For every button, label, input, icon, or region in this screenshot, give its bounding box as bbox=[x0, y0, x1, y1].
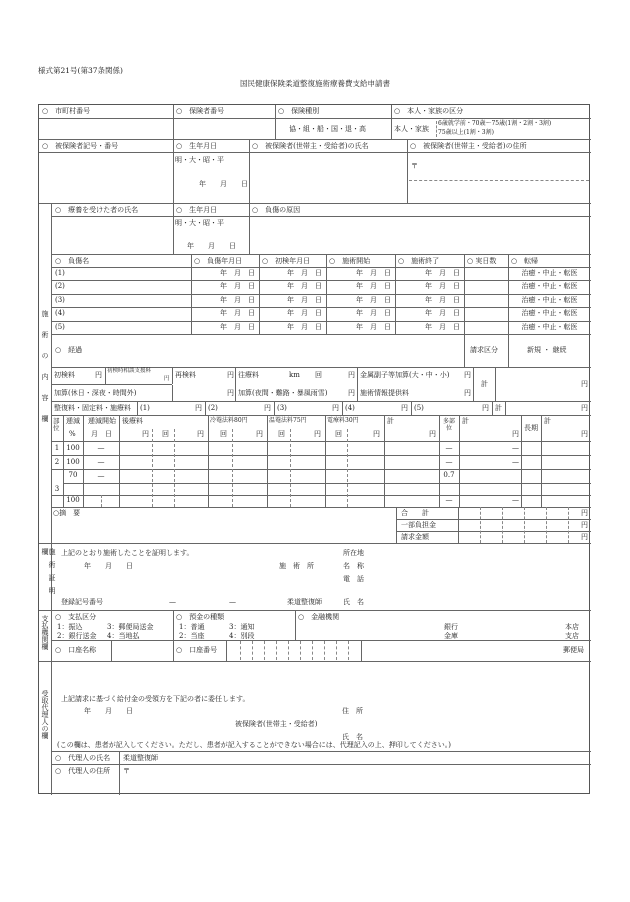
bank-label: 銀行 bbox=[444, 623, 458, 631]
deposit-option-special[interactable]: 4：別段 bbox=[229, 632, 255, 640]
side-label-proxy: 受取代理人の欄 bbox=[41, 690, 49, 739]
treatment-start-header: ○ 施術開始 bbox=[329, 257, 371, 265]
injury-date-cell[interactable]: 年 月 日 bbox=[287, 296, 322, 304]
injury-date-cell[interactable]: 年 月 日 bbox=[220, 282, 255, 290]
injury-date-cell[interactable]: 年 月 日 bbox=[425, 282, 460, 290]
treatment-item-yen: 円 bbox=[195, 404, 202, 412]
injury-date-cell[interactable]: 年 月 日 bbox=[356, 309, 391, 317]
age-category-2[interactable]: 75歳以上(1割・3割) bbox=[438, 129, 494, 136]
holiday-addition-label: 加算(休日・深夜・時間外) bbox=[54, 389, 137, 397]
injury-outcome[interactable]: 治癒・中止・転医 bbox=[521, 309, 578, 317]
part-header: 部位 bbox=[53, 417, 60, 432]
form-title: 国民健康保険柔道整復施術療養費支給申請書 bbox=[240, 79, 390, 88]
initial-consult-yen: 円 bbox=[164, 376, 170, 382]
decrease-start-dash: — bbox=[97, 472, 105, 480]
insured-ymd[interactable]: 年 月 日 bbox=[199, 180, 248, 188]
form-code: 様式第21号(第37条関係) bbox=[38, 66, 123, 75]
actual-days-header: ○ 実日数 bbox=[467, 257, 497, 265]
proxy-note: (この欄は、患者が記入してください。ただし、患者が記入することができない場合には、代理記入の上、押印してください。) bbox=[57, 741, 451, 749]
decrease-rate: 100 bbox=[66, 496, 80, 504]
certification-statement: 上記のとおり施術したことを証明します。 bbox=[61, 549, 194, 557]
multi-part-header: 多部位 bbox=[442, 418, 455, 432]
proxy-statement: 上記請求に基づく給付金の受領方を下記の者に委任します。 bbox=[61, 695, 250, 703]
treatment-item-yen: 円 bbox=[264, 404, 271, 412]
part-number: 1 bbox=[54, 444, 60, 452]
outcome-header: ○ 転帰 bbox=[511, 257, 539, 265]
initial-fee-label: 初検料 bbox=[54, 371, 75, 379]
electric-yen: 円 bbox=[373, 430, 380, 438]
injury-row-no: (4) bbox=[55, 309, 65, 317]
insured-era[interactable]: 明・大・昭・平 bbox=[175, 156, 224, 164]
side-label-treatment-content: 施術の内容欄 bbox=[41, 310, 49, 436]
proxy-address-label: 住 所 bbox=[342, 707, 363, 715]
copay-label: 一部負担金 bbox=[401, 521, 436, 529]
visit-fee-label: 往療料 bbox=[238, 371, 259, 379]
aftercare-times: 回 bbox=[162, 430, 169, 438]
injury-outcome[interactable]: 治癒・中止・転医 bbox=[521, 269, 578, 277]
insured-address-label: ○ 被保険者(世帯主・受給者)の住所 bbox=[410, 142, 527, 150]
injury-date-cell[interactable]: 年 月 日 bbox=[356, 296, 391, 304]
subtotal-yen: 円 bbox=[429, 430, 436, 438]
electric-times: 回 bbox=[335, 430, 342, 438]
patient-era[interactable]: 明・大・昭・平 bbox=[175, 219, 224, 227]
visit-yen: 円 bbox=[348, 371, 355, 379]
electric-header: 電療料30円 bbox=[327, 417, 359, 424]
injury-row-no: (3) bbox=[55, 296, 65, 304]
info-fee-yen: 円 bbox=[464, 389, 471, 397]
injury-row-no: (2) bbox=[55, 282, 65, 290]
treatment-item: (4) bbox=[345, 404, 355, 412]
clinic-label: 施 術 所 bbox=[279, 562, 314, 570]
treatment-item-yen: 円 bbox=[332, 404, 339, 412]
multi-total-dash: — bbox=[512, 496, 519, 504]
injury-date-cell[interactable]: 年 月 日 bbox=[356, 282, 391, 290]
cold-yen: 円 bbox=[256, 430, 263, 438]
deposit-option-current[interactable]: 2：当座 bbox=[179, 632, 205, 640]
visit-km: km bbox=[289, 371, 300, 379]
first-visit-header: ○ 初検年月日 bbox=[262, 257, 311, 265]
injury-date-cell[interactable]: 年 月 日 bbox=[220, 309, 255, 317]
municipality-no-label: ○ 市町村番号 bbox=[42, 107, 91, 115]
payment-option-postal-remit[interactable]: 3：郵便局送金 bbox=[107, 623, 154, 631]
practitioner-name-label: 氏 名 bbox=[343, 598, 364, 606]
metal-splint-yen: 円 bbox=[464, 371, 471, 379]
treatment-item: (3) bbox=[277, 404, 287, 412]
multi-part-value: — bbox=[445, 458, 453, 466]
agent-name-value[interactable]: 柔道整復師 bbox=[123, 754, 158, 762]
clinic-name-label: 名 称 bbox=[343, 562, 364, 570]
shinkin-label: 金庫 bbox=[444, 632, 458, 640]
long-total-header: 計 bbox=[544, 417, 551, 425]
injury-date-cell[interactable]: 年 月 日 bbox=[425, 296, 460, 304]
deposit-type-label: ○ 預金の種類 bbox=[176, 613, 225, 621]
branch-label: 支店 bbox=[565, 632, 579, 640]
part-number: 2 bbox=[54, 458, 60, 466]
injury-date-cell[interactable]: 年 月 日 bbox=[287, 323, 322, 331]
insurance-type-label: ○ 保険種別 bbox=[278, 107, 320, 115]
copay-yen: 円 bbox=[581, 521, 588, 529]
decrease-start-dash: — bbox=[97, 444, 105, 452]
injury-row-no: (1) bbox=[55, 269, 65, 277]
night-addition-label: 加算(夜間・難路・暴風雨雪) bbox=[238, 389, 328, 397]
postal-mark-icon: 〒 bbox=[411, 162, 418, 170]
cold-times: 回 bbox=[220, 430, 227, 438]
remarks-label: ○摘 要 bbox=[53, 509, 81, 517]
warm-header: 温罨法料75円 bbox=[269, 417, 307, 424]
age-category-1[interactable]: 6歳就学前・70歳〜75歳(1割・2割・3割) bbox=[438, 120, 552, 127]
payment-option-local[interactable]: 4：当地払 bbox=[107, 632, 140, 640]
payment-method-label: ○ 支払区分 bbox=[55, 613, 97, 621]
payment-option-transfer[interactable]: 1：振込 bbox=[57, 623, 83, 631]
insurance-type-options[interactable]: 協・組・船・国・退・高 bbox=[289, 125, 366, 133]
multi-part-value: 0.7 bbox=[443, 471, 455, 479]
injury-date-cell[interactable]: 年 月 日 bbox=[287, 282, 322, 290]
warm-yen: 円 bbox=[314, 430, 321, 438]
proxy-insured-label: 被保険者(世帯主・受給者) bbox=[235, 720, 318, 728]
claim-type-value[interactable]: 新規 ・ 継続 bbox=[527, 346, 567, 354]
grand-total-label: 合 計 bbox=[401, 509, 429, 517]
injury-name-header: ○ 負傷名 bbox=[55, 257, 90, 265]
re-exam-label: 再検料 bbox=[175, 371, 196, 379]
injury-outcome[interactable]: 治癒・中止・転医 bbox=[521, 282, 578, 290]
deposit-option-ordinary[interactable]: 1：普通 bbox=[179, 623, 205, 631]
account-no-label: ○ 口座番号 bbox=[176, 646, 218, 654]
progress-label: ○ 経過 bbox=[55, 346, 83, 354]
treatment-item: (2) bbox=[208, 404, 218, 412]
account-name-label: ○ 口座名称 bbox=[55, 646, 97, 654]
certification-date[interactable]: 年 月 日 bbox=[84, 562, 133, 570]
metal-splint-label: 金属副子等加算(大・中・小) bbox=[360, 371, 450, 379]
patient-name-label: ○ 療養を受けた者の氏名 bbox=[55, 206, 139, 214]
info-fee-label: 施術情報提供料 bbox=[360, 389, 409, 397]
injury-cause-label: ○ 負傷の原因 bbox=[252, 206, 301, 214]
cold-header: 冷罨法料80円 bbox=[210, 417, 248, 424]
deposit-option-notice[interactable]: 3：通知 bbox=[229, 623, 255, 631]
agent-address-label: ○ 代理人の住所 bbox=[55, 767, 111, 775]
insured-name-label: ○ 被保険者(世帯主・受給者)の氏名 bbox=[252, 142, 369, 150]
agent-name-label: ○ 代理人の氏名 bbox=[55, 754, 111, 762]
side-label-certification: 施術証明欄 bbox=[41, 548, 56, 600]
agent-postal-mark[interactable]: 〒 bbox=[123, 767, 130, 775]
decrease-header: 逓減 bbox=[66, 417, 80, 425]
claim-type-label: 請求区分 bbox=[470, 346, 498, 354]
insurer-no-label: ○ 保険者番号 bbox=[176, 107, 225, 115]
percent-header: % bbox=[69, 430, 76, 438]
practitioner-label: 柔道整復師 bbox=[287, 598, 322, 606]
person-family-label: ○ 本人・家族の区分 bbox=[394, 107, 464, 115]
injury-row-no: (5) bbox=[55, 323, 65, 331]
grand-total-yen: 円 bbox=[581, 509, 588, 517]
registration-dash-1: — bbox=[169, 598, 176, 606]
claim-amount-yen: 円 bbox=[581, 533, 588, 541]
post-office-label: 郵便局 bbox=[563, 646, 584, 654]
month-day-header: 月 日 bbox=[91, 430, 112, 438]
night-addition-yen: 円 bbox=[348, 389, 355, 397]
injury-date-cell[interactable]: 年 月 日 bbox=[425, 309, 460, 317]
proxy-date[interactable]: 年 月 日 bbox=[84, 707, 133, 715]
treatment-end-header: ○ 施術終了 bbox=[398, 257, 440, 265]
person-family-value[interactable]: 本人・家族 bbox=[394, 125, 429, 133]
side-label-payment: 支払機関欄 bbox=[41, 615, 49, 650]
injury-date-cell[interactable]: 年 月 日 bbox=[220, 269, 255, 277]
multi-total-dash: — bbox=[512, 458, 519, 466]
injury-date-cell[interactable]: 年 月 日 bbox=[220, 323, 255, 331]
injury-date-cell[interactable]: 年 月 日 bbox=[425, 269, 460, 277]
injury-date-cell[interactable]: 年 月 日 bbox=[356, 269, 391, 277]
application-form bbox=[38, 104, 590, 794]
multi-part-value: — bbox=[445, 496, 453, 504]
initial-consult-label: 初検時相談支援料 bbox=[107, 368, 152, 374]
patient-dob-label: ○ 生年月日 bbox=[176, 206, 218, 214]
treatment-item: (5) bbox=[414, 404, 424, 412]
main-branch-label: 本店 bbox=[565, 623, 579, 631]
clinic-phone-label: 電 話 bbox=[343, 575, 364, 583]
multi-total-yen: 円 bbox=[512, 430, 519, 438]
aftercare-total-yen: 円 bbox=[197, 430, 204, 438]
multi-total-dash: — bbox=[512, 444, 519, 452]
aftercare-yen: 円 bbox=[142, 430, 149, 438]
treatment-item: (1) bbox=[140, 404, 150, 412]
injury-date-cell[interactable]: 年 月 日 bbox=[287, 269, 322, 277]
injury-date-header: ○ 負傷年月日 bbox=[194, 257, 243, 265]
injury-date-cell[interactable]: 年 月 日 bbox=[287, 309, 322, 317]
multi-total-header: 計 bbox=[462, 417, 469, 425]
aftercare-header: 後療料 bbox=[122, 417, 143, 425]
treatment-item-yen: 円 bbox=[401, 404, 408, 412]
treatment-fee-label: 整復料・固定料・施療料 bbox=[54, 404, 131, 412]
patient-ymd[interactable]: 年 月 日 bbox=[187, 242, 236, 250]
treatment-total-yen: 円 bbox=[581, 404, 588, 412]
registration-dash-2: — bbox=[229, 598, 236, 606]
long-total-yen: 円 bbox=[581, 430, 588, 438]
injury-date-cell[interactable]: 年 月 日 bbox=[356, 323, 391, 331]
subtotal-header: 計 bbox=[387, 417, 394, 425]
injury-date-cell[interactable]: 年 月 日 bbox=[425, 323, 460, 331]
injury-outcome[interactable]: 治癒・中止・転医 bbox=[521, 296, 578, 304]
clinic-location-label: 所在地 bbox=[343, 549, 364, 557]
decrease-rate: 100 bbox=[66, 444, 80, 452]
fees-total-yen: 円 bbox=[581, 380, 588, 388]
institution-label: ○ 金融機関 bbox=[298, 613, 340, 621]
visit-times: 回 bbox=[315, 371, 322, 379]
decrease-rate: 70 bbox=[68, 471, 78, 479]
fees-total-label: 計 bbox=[481, 380, 488, 388]
treatment-item-yen: 円 bbox=[482, 404, 489, 412]
payment-option-bank-remit[interactable]: 2：銀行送金 bbox=[57, 632, 97, 640]
treatment-total-label: 計 bbox=[495, 404, 502, 412]
injury-outcome[interactable]: 治癒・中止・転医 bbox=[521, 323, 578, 331]
initial-fee-yen: 円 bbox=[95, 371, 102, 379]
re-exam-yen: 円 bbox=[227, 371, 234, 379]
insured-dob-label: ○ 生年月日 bbox=[176, 142, 218, 150]
injury-date-cell[interactable]: 年 月 日 bbox=[220, 296, 255, 304]
long-term-header: 長期 bbox=[524, 424, 538, 432]
multi-part-value: — bbox=[445, 444, 453, 452]
warm-times: 回 bbox=[278, 430, 285, 438]
registration-no-label: 登録記号番号 bbox=[61, 598, 103, 606]
claim-amount-label: 請求金額 bbox=[401, 533, 429, 541]
decrease-start-header: 逓減開始 bbox=[88, 417, 116, 425]
holiday-addition-yen: 円 bbox=[227, 389, 234, 397]
proxy-name-label: 氏 名 bbox=[342, 733, 363, 741]
decrease-start-dash: — bbox=[97, 458, 105, 466]
decrease-rate: 100 bbox=[66, 458, 80, 466]
insured-symbol-label: ○ 被保険者記号・番号 bbox=[42, 142, 119, 150]
part-number: 3 bbox=[54, 485, 60, 493]
